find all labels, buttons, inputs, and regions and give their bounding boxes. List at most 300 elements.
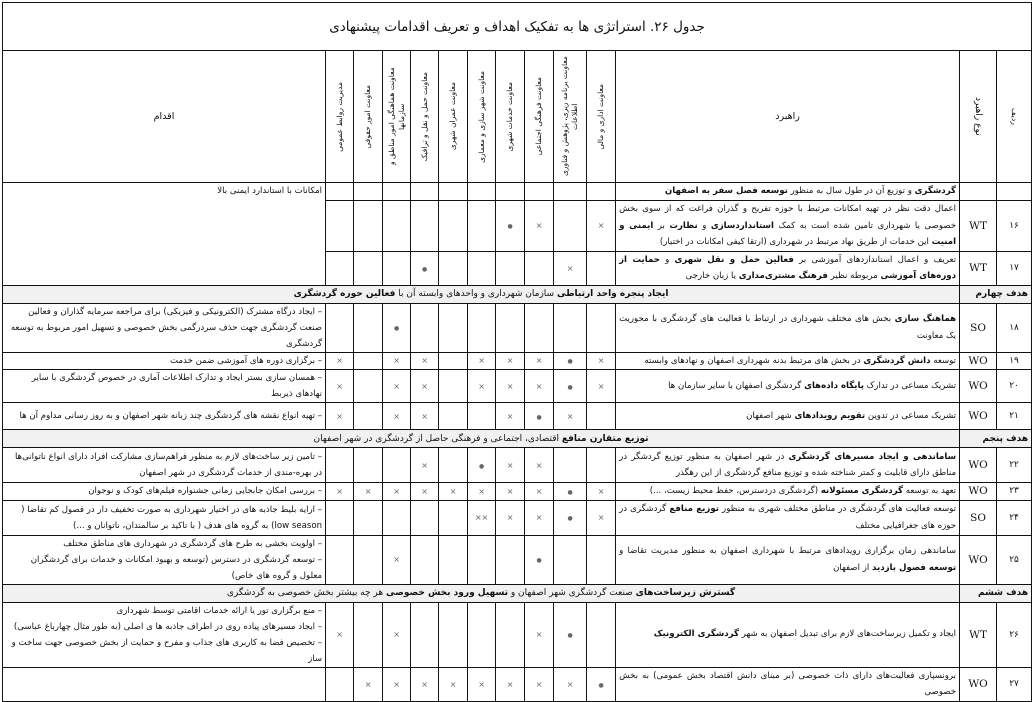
dot-mark: ● (536, 413, 542, 421)
mark-cell (554, 448, 587, 483)
mark-cell (354, 500, 383, 535)
emphasis-text: فعالین حمل و نقل شهری (674, 254, 794, 265)
strategy-cell (616, 201, 960, 252)
text-span: ساماندهی زمان برگزاری رویدادهای مرتبط با شهرداری اصفهان به منظور مدیریت تقاضا و (619, 546, 957, 556)
action-item: – ایجاد مسیرهای پیاده روی در اطراف جاذبه ها ی اصلی (به طور مثال چهارباغ عباسی) (13, 621, 323, 632)
mark-cell (525, 483, 554, 501)
dot-mark: ● (598, 681, 604, 689)
dot-mark: ● (478, 462, 485, 470)
department-label: معاونت برنامه ریزی، پژوهش و فناوری اطلاعات (560, 56, 580, 177)
dot-mark: ● (393, 325, 400, 332)
mark-cell (496, 500, 525, 535)
mark-cell (525, 403, 554, 430)
mark-cell (496, 667, 525, 701)
mark-cell (383, 201, 411, 252)
cross-mark: × (449, 486, 457, 496)
row-index: ۱۸ (997, 303, 1032, 352)
row-type: WT (960, 602, 997, 667)
mark-cell (383, 500, 411, 535)
mark-cell (587, 483, 616, 501)
mark-cell (411, 602, 439, 667)
text-span: و (697, 220, 711, 231)
header-strategy: راهبرد (616, 51, 960, 183)
cross-mark: × (478, 356, 485, 366)
mark-cell (554, 251, 587, 285)
action-item: – توسعه گردشگری در دسترس (توسعه و بهبود امکانات و خدمات برای گردشگران معلول و گروه های خاص) (30, 554, 323, 581)
text-span: توسعه فعالیت های گردشگری در مناطق مختلف شهری به منظور (718, 504, 957, 514)
strategy-cell (616, 500, 960, 535)
mark-cell (554, 535, 587, 584)
dot-mark: ● (567, 632, 573, 639)
mark-cell (354, 352, 383, 370)
cross-mark: × (597, 513, 605, 522)
goal-label: هدف چهارم (960, 285, 1032, 303)
cross-mark: × (535, 513, 543, 522)
mark-cell (383, 448, 411, 483)
table-row (3, 403, 1032, 430)
cross-mark: × (506, 486, 514, 496)
emphasis-text: توزیع متقارن منافع (561, 433, 649, 444)
emphasis-text: توسعه فصول بازدید (872, 562, 957, 573)
mark-cell (554, 602, 587, 667)
mark-cell (383, 483, 411, 501)
mark-cell (554, 352, 587, 370)
title-row (3, 3, 1032, 51)
cross-mark: × (336, 411, 343, 421)
mark-cell (383, 303, 411, 352)
mark-cell (411, 403, 439, 430)
department-label: معاونت امور حقوقی (363, 84, 373, 149)
header-department (525, 51, 554, 183)
mark-cell (554, 500, 587, 535)
header-row (3, 51, 1032, 183)
cross-mark: × (478, 486, 485, 496)
cross-mark: × (535, 679, 543, 689)
text-span: ایجاد و تکمیل زیرساخت‌های لازم برای تبدیل اصفهان به شهر (739, 629, 957, 640)
text-span: تشریک مساعی در تدوین (865, 410, 957, 421)
department-label: معاونت هماهنگی امور مناطق و سازمانها (386, 67, 406, 166)
mark-cell (468, 483, 496, 501)
table-title: جدول ۲۶. استراتژی ها به تفکیک اهداف و تعریف اقدامات پیشنهادی (3, 3, 1032, 51)
emphasis-text: گردشگری الکترونیک (653, 629, 740, 640)
mark-cell (468, 352, 496, 370)
text-span: سازمان شهرداری و واحدهای وابسته آن با (395, 289, 557, 299)
row-index: ۱۶ (997, 201, 1032, 252)
cross-mark: × (364, 679, 372, 689)
cross-mark: × (506, 381, 514, 391)
text-span: صنعت گردشگری شهر اصفهان و (507, 588, 636, 598)
dot-mark: ● (421, 265, 428, 273)
cross-mark: × (535, 381, 543, 391)
mark-cell (439, 483, 468, 501)
mark-cell (587, 370, 616, 403)
emphasis-text: هماهنگ سازی (894, 314, 957, 324)
cross-mark: × (393, 555, 400, 564)
row-type: SO (960, 303, 997, 352)
strategy-cell (616, 183, 960, 201)
mark-cell (468, 448, 496, 483)
goal-label: هدف پنجم (960, 430, 1032, 448)
mark-cell (411, 535, 439, 584)
cross-mark: × (506, 460, 514, 470)
mark-cell (439, 303, 468, 352)
mark-cell (525, 500, 554, 535)
mark-cell (326, 183, 354, 201)
mark-cell (411, 500, 439, 535)
mark-cell (326, 352, 354, 370)
mark-cell (468, 251, 496, 285)
mark-cell (383, 370, 411, 403)
mark-cell (326, 251, 354, 285)
cross-mark: × (506, 679, 514, 689)
mark-cell (525, 667, 554, 701)
mark-cell (554, 303, 587, 352)
emphasis-text: توسعه فصل سفر به اصفهان (664, 186, 788, 197)
mark-cell (383, 352, 411, 370)
action-item: – تهیه انواع نقشه های گردشگری چند زبانه شهر اصفهان و به روز رسانی مداوم آن ها (19, 411, 323, 421)
action-cell (3, 370, 326, 403)
dot-mark: ● (567, 383, 573, 391)
mark-cell (496, 251, 525, 285)
mark-cell (326, 535, 354, 584)
mark-cell (525, 251, 554, 285)
mark-cell (496, 201, 525, 252)
table-row (3, 667, 1032, 701)
mark-cell (525, 201, 554, 252)
mark-cell (587, 602, 616, 667)
text-span: این خدمات از طریق نهاد مرتبط در شهرداری (ارتقا کیفی امکانات در اختیار) (659, 237, 932, 247)
goal-text (3, 285, 960, 303)
mark-cell (411, 352, 439, 370)
cross-mark: × (421, 486, 428, 496)
action-cell (3, 448, 326, 483)
action-cell: امکانات با استاندارد ایمنی بالا (3, 183, 326, 286)
mark-cell (525, 602, 554, 667)
emphasis-text: گردشگری مسئولانه (820, 486, 904, 496)
mark-cell (439, 183, 468, 201)
text-span: توسعه (930, 355, 957, 366)
mark-cell (354, 201, 383, 252)
row-type: WO (960, 403, 997, 430)
row-index: ۱۹ (997, 352, 1032, 370)
cross-mark: × (421, 356, 428, 366)
department-label: معاونت عمران شهری (448, 82, 458, 151)
action-cell (3, 500, 326, 535)
mark-cell (587, 448, 616, 483)
strategy-table (2, 2, 1032, 702)
cross-mark: × (506, 411, 514, 421)
emphasis-text: گردشگری (914, 186, 957, 197)
mark-cell (326, 602, 354, 667)
row-index: ۲۶ (997, 602, 1032, 667)
dot-mark: ● (567, 488, 573, 496)
header-action: اقدام (3, 51, 326, 183)
row-type: SO (960, 500, 997, 535)
emphasis-text: توزیع منافع (669, 504, 719, 514)
department-label: معاونت حمل و نقل و ترافیک (419, 71, 429, 162)
text-span: گردشگری در حوزه های جغرافیایی مختلف (619, 504, 957, 531)
mark-cell (496, 370, 525, 403)
mark-cell (496, 352, 525, 370)
cross-mark: × (421, 679, 428, 689)
department-label: مدیریت روابط عمومی (334, 81, 344, 152)
action-item: – اولویت بخشی به طرح های گردشگری در شهرداری های مناطق مختلف (63, 538, 323, 549)
mark-cell (554, 403, 587, 430)
mark-cell (525, 448, 554, 483)
cross-mark: × (421, 460, 428, 470)
mark-cell (439, 201, 468, 252)
strategy-cell (616, 535, 960, 584)
row-index: ۲۴ (997, 500, 1032, 535)
mark-cell (468, 183, 496, 201)
mark-cell (411, 483, 439, 501)
action-cell (3, 403, 326, 430)
mark-cell (326, 483, 354, 501)
mark-cell (496, 448, 525, 483)
emphasis-text: استانداردسازی (710, 220, 774, 231)
emphasis-text: حمایت از دوره‌های آموزشی (619, 254, 957, 281)
row-type: WO (960, 667, 997, 701)
cross-mark: × (393, 381, 400, 391)
text-span: تعهد به توسعه (903, 486, 957, 496)
action-cell (3, 303, 326, 352)
action-cell (3, 535, 326, 584)
action-item: – ارایه بلیط جاذبه های در اختیار شهرداری به صورت تخفیف دار در فصول کم تقاضا ( low season) به گروه های هدف ( با تاکید بر سالمندان، ناتوانان و ...) (21, 504, 323, 531)
mark-cell (496, 602, 525, 667)
cross-mark: × (393, 486, 400, 496)
cross-mark: × (449, 679, 457, 689)
mark-cell (411, 303, 439, 352)
row-index: ۲۵ (997, 535, 1032, 584)
text-span: در شهر اصفهان به منظور توزیع گردشگر در مناطق دارای قابلیت و کمتر شناخته شده و توزیع منافع گردشگری از این رهگذر (619, 451, 957, 478)
mark-cell (587, 183, 616, 201)
cross-mark: × (597, 356, 605, 366)
cross-mark: × (535, 486, 543, 496)
text-span: و (659, 254, 675, 265)
action-cell (3, 667, 326, 701)
text-span: یا زبان خارجی (685, 271, 739, 281)
cross-mark: × (506, 513, 514, 522)
cross-mark: × (421, 381, 428, 391)
table-row (3, 370, 1032, 403)
mark-cell (468, 667, 496, 701)
text-span: تشریک مساعی در تدارک (863, 380, 957, 391)
mark-cell (326, 370, 354, 403)
mark-cell (468, 403, 496, 430)
mark-cell (354, 667, 383, 701)
goal-label: هدف ششم (960, 584, 1032, 602)
mark-cell (468, 602, 496, 667)
mark-cell (496, 303, 525, 352)
mark-cell (554, 201, 587, 252)
text-span: برونسپاری فعالیت‌های دارای ذات خصوصی (بر مبنای دانش اقتصاد بخش عمومی) به بخش خصوصی (619, 670, 957, 697)
goal-text (3, 430, 960, 448)
mark-cell (554, 370, 587, 403)
mark-cell (326, 303, 354, 352)
cross-mark: × (535, 460, 543, 470)
text-span: بخش های مختلف شهرداری در ارتباط با فعالیت های گردشگری با محوریت یک معاونت (619, 314, 957, 341)
table-row (3, 500, 1032, 535)
mark-cell (354, 370, 383, 403)
department-label: معاونت فرهنگی اجتماعی (534, 77, 544, 156)
department-label: معاونت اداری و مالی (596, 83, 606, 150)
table-row (3, 352, 1032, 370)
table-row (3, 602, 1032, 667)
header-department (468, 51, 496, 183)
mark-cell (525, 370, 554, 403)
cross-mark: × (566, 679, 574, 689)
row-type: WO (960, 535, 997, 584)
row-index: ۲۲ (997, 448, 1032, 483)
emphasis-text: ایمنی و امنیت (619, 220, 957, 247)
mark-cell (525, 535, 554, 584)
text-span: گردشگری اصفهان با سایر سازمان ها (668, 380, 805, 391)
mark-cell (383, 251, 411, 285)
mark-cell (439, 500, 468, 535)
row-type: WO (960, 483, 997, 501)
cross-mark: × (535, 630, 543, 639)
row-index: ۲۱ (997, 403, 1032, 430)
emphasis-text: تسهیل ورود بخش خصوصی (386, 588, 508, 598)
mark-cell (554, 183, 587, 201)
goal-text (3, 584, 960, 602)
strategy-cell (616, 251, 960, 285)
table-row (3, 448, 1032, 483)
mark-cell (468, 500, 496, 535)
mark-cell (326, 201, 354, 252)
row-type: WO (960, 370, 997, 403)
mark-cell (354, 183, 383, 201)
cross-mark: × (421, 411, 428, 421)
mark-cell (554, 483, 587, 501)
mark-cell (354, 251, 383, 285)
cross-mark: × (336, 356, 343, 366)
mark-cell (411, 251, 439, 285)
emphasis-text: نظارت (669, 220, 698, 231)
mark-cell (525, 303, 554, 352)
action-cell (3, 352, 326, 370)
mark-cell (439, 352, 468, 370)
cross-mark: × (393, 630, 400, 639)
header-index: ردیف (997, 51, 1032, 183)
text-span: بر (653, 220, 670, 231)
mark-cell (587, 535, 616, 584)
mark-cell (326, 500, 354, 535)
action-item: – تامین زیر ساخت‌های لازم به منظور فراهم‌سازی مشارکت افراد دارای انواع ناتوانی‌ها در بهره-مندی از خدمات گردشگری در شهر اصفهان (14, 452, 323, 478)
mark-cell (354, 448, 383, 483)
header-type: نوع راهبرد (960, 51, 997, 183)
strategy-cell (616, 303, 960, 352)
mark-cell (326, 667, 354, 701)
emphasis-text: فعالین حوزه گردشگری (293, 289, 396, 299)
header-department (354, 51, 383, 183)
cross-mark: × (393, 356, 400, 366)
text-span: هر چه بیشتر بخش خصوصی به گردشگری (226, 588, 387, 598)
mark-cell (587, 251, 616, 285)
goal-row (3, 430, 1032, 448)
action-item: – همسان سازی بستر ایجاد و تدارک اطلاعات آماری در خصوص گردشگری با سایر نهادهای ذیربط (31, 373, 323, 399)
text-span: مربوطه نظیر (827, 271, 881, 281)
strategy-cell (616, 602, 960, 667)
text-span: در بخش های مرتبط بدنه شهرداری اصفهان و نهادهای وابسته (644, 355, 864, 366)
header-department (411, 51, 439, 183)
mark-cell (587, 403, 616, 430)
mark-cell (496, 535, 525, 584)
action-item: – برگزاری دوره های آموزشی ضمن خدمت (170, 355, 323, 366)
mark-cell (439, 602, 468, 667)
continuation-row (3, 183, 1032, 201)
row-type: WT (960, 201, 997, 252)
row-index: ۲۷ (997, 667, 1032, 701)
text-span: اقتصادی، اجتماعی و فرهنگی حاصل از گردشگری در شهر اصفهان (313, 433, 562, 444)
header-department (326, 51, 354, 183)
goal-row (3, 285, 1032, 303)
table-row (3, 535, 1032, 584)
mark-cell (496, 483, 525, 501)
mark-cell (496, 183, 525, 201)
mark-cell (587, 201, 616, 252)
header-department (383, 51, 411, 183)
strategy-cell (616, 370, 960, 403)
mark-cell (587, 667, 616, 701)
cross-mark: × (535, 356, 543, 366)
dot-mark: ● (507, 223, 513, 231)
cross-mark: × (393, 411, 400, 421)
mark-cell (411, 183, 439, 201)
mark-cell (383, 667, 411, 701)
mark-cell (468, 370, 496, 403)
row-index: ۲۰ (997, 370, 1032, 403)
strategy-cell (616, 667, 960, 701)
cross-mark: × (597, 381, 605, 391)
cross-mark: × (535, 221, 543, 231)
cross-mark: × (597, 486, 605, 496)
action-item: – ایجاد درگاه مشترک (الکترونیکی و فیزیکی) برای مراجعه سرمایه گذاران و فعالین صنعت گردشگری جهت حذف سردرگمی بخش خصوصی و تسهیل امور مربوط به توسعه گردشگری (10, 306, 323, 349)
mark-cell (439, 448, 468, 483)
text-span: شهر اصفهان (746, 410, 795, 421)
strategy-cell (616, 403, 960, 430)
cross-mark: × (478, 679, 485, 689)
mark-cell (383, 403, 411, 430)
mark-cell (525, 183, 554, 201)
header-department (439, 51, 468, 183)
emphasis-text: ساماندهی و ایجاد مسیرهای گردشگری (788, 451, 957, 462)
mark-cell (383, 602, 411, 667)
text-span: اعمال دقت نظر در تهیه امکانات مرتبط با حوزه تفریح و گذران فراغت که از سوی بخش خصوصی یا شهرداری تامین شده است به کمک (619, 204, 957, 231)
cross-mark: × (478, 381, 485, 391)
text-span: (گردشگری دردسترس، حفظ محیط زیست، ...) (649, 486, 821, 496)
mark-cell (439, 535, 468, 584)
mark-cell (525, 352, 554, 370)
mark-cell (354, 535, 383, 584)
mark-cell (496, 403, 525, 430)
action-item: – تخصیص فضا به کاربری های جذاب و مفرح و حمایت از بخش خصوصی جهت ساخت و ساز (11, 637, 323, 664)
mark-cell (587, 352, 616, 370)
mark-cell (411, 448, 439, 483)
cross-mark: × (336, 486, 343, 496)
mark-cell (554, 667, 587, 701)
row-type: WO (960, 352, 997, 370)
action-item: – منع برگزاری تور یا ارائه خدمات اقامتی توسط شهرداری (116, 605, 323, 616)
row-index: ۱۷ (997, 251, 1032, 285)
action-item: – بررسی امکان جابجایی زمانی جشنواره فیلم‌های کودک و نوجوان (88, 486, 323, 497)
cross-mark: × (336, 381, 343, 391)
strategy-cell (616, 483, 960, 501)
mark-cell (439, 667, 468, 701)
mark-cell (468, 303, 496, 352)
cross-mark: × (566, 411, 574, 421)
text-span: و توزیع آن در طول سال به منظور (787, 186, 915, 197)
